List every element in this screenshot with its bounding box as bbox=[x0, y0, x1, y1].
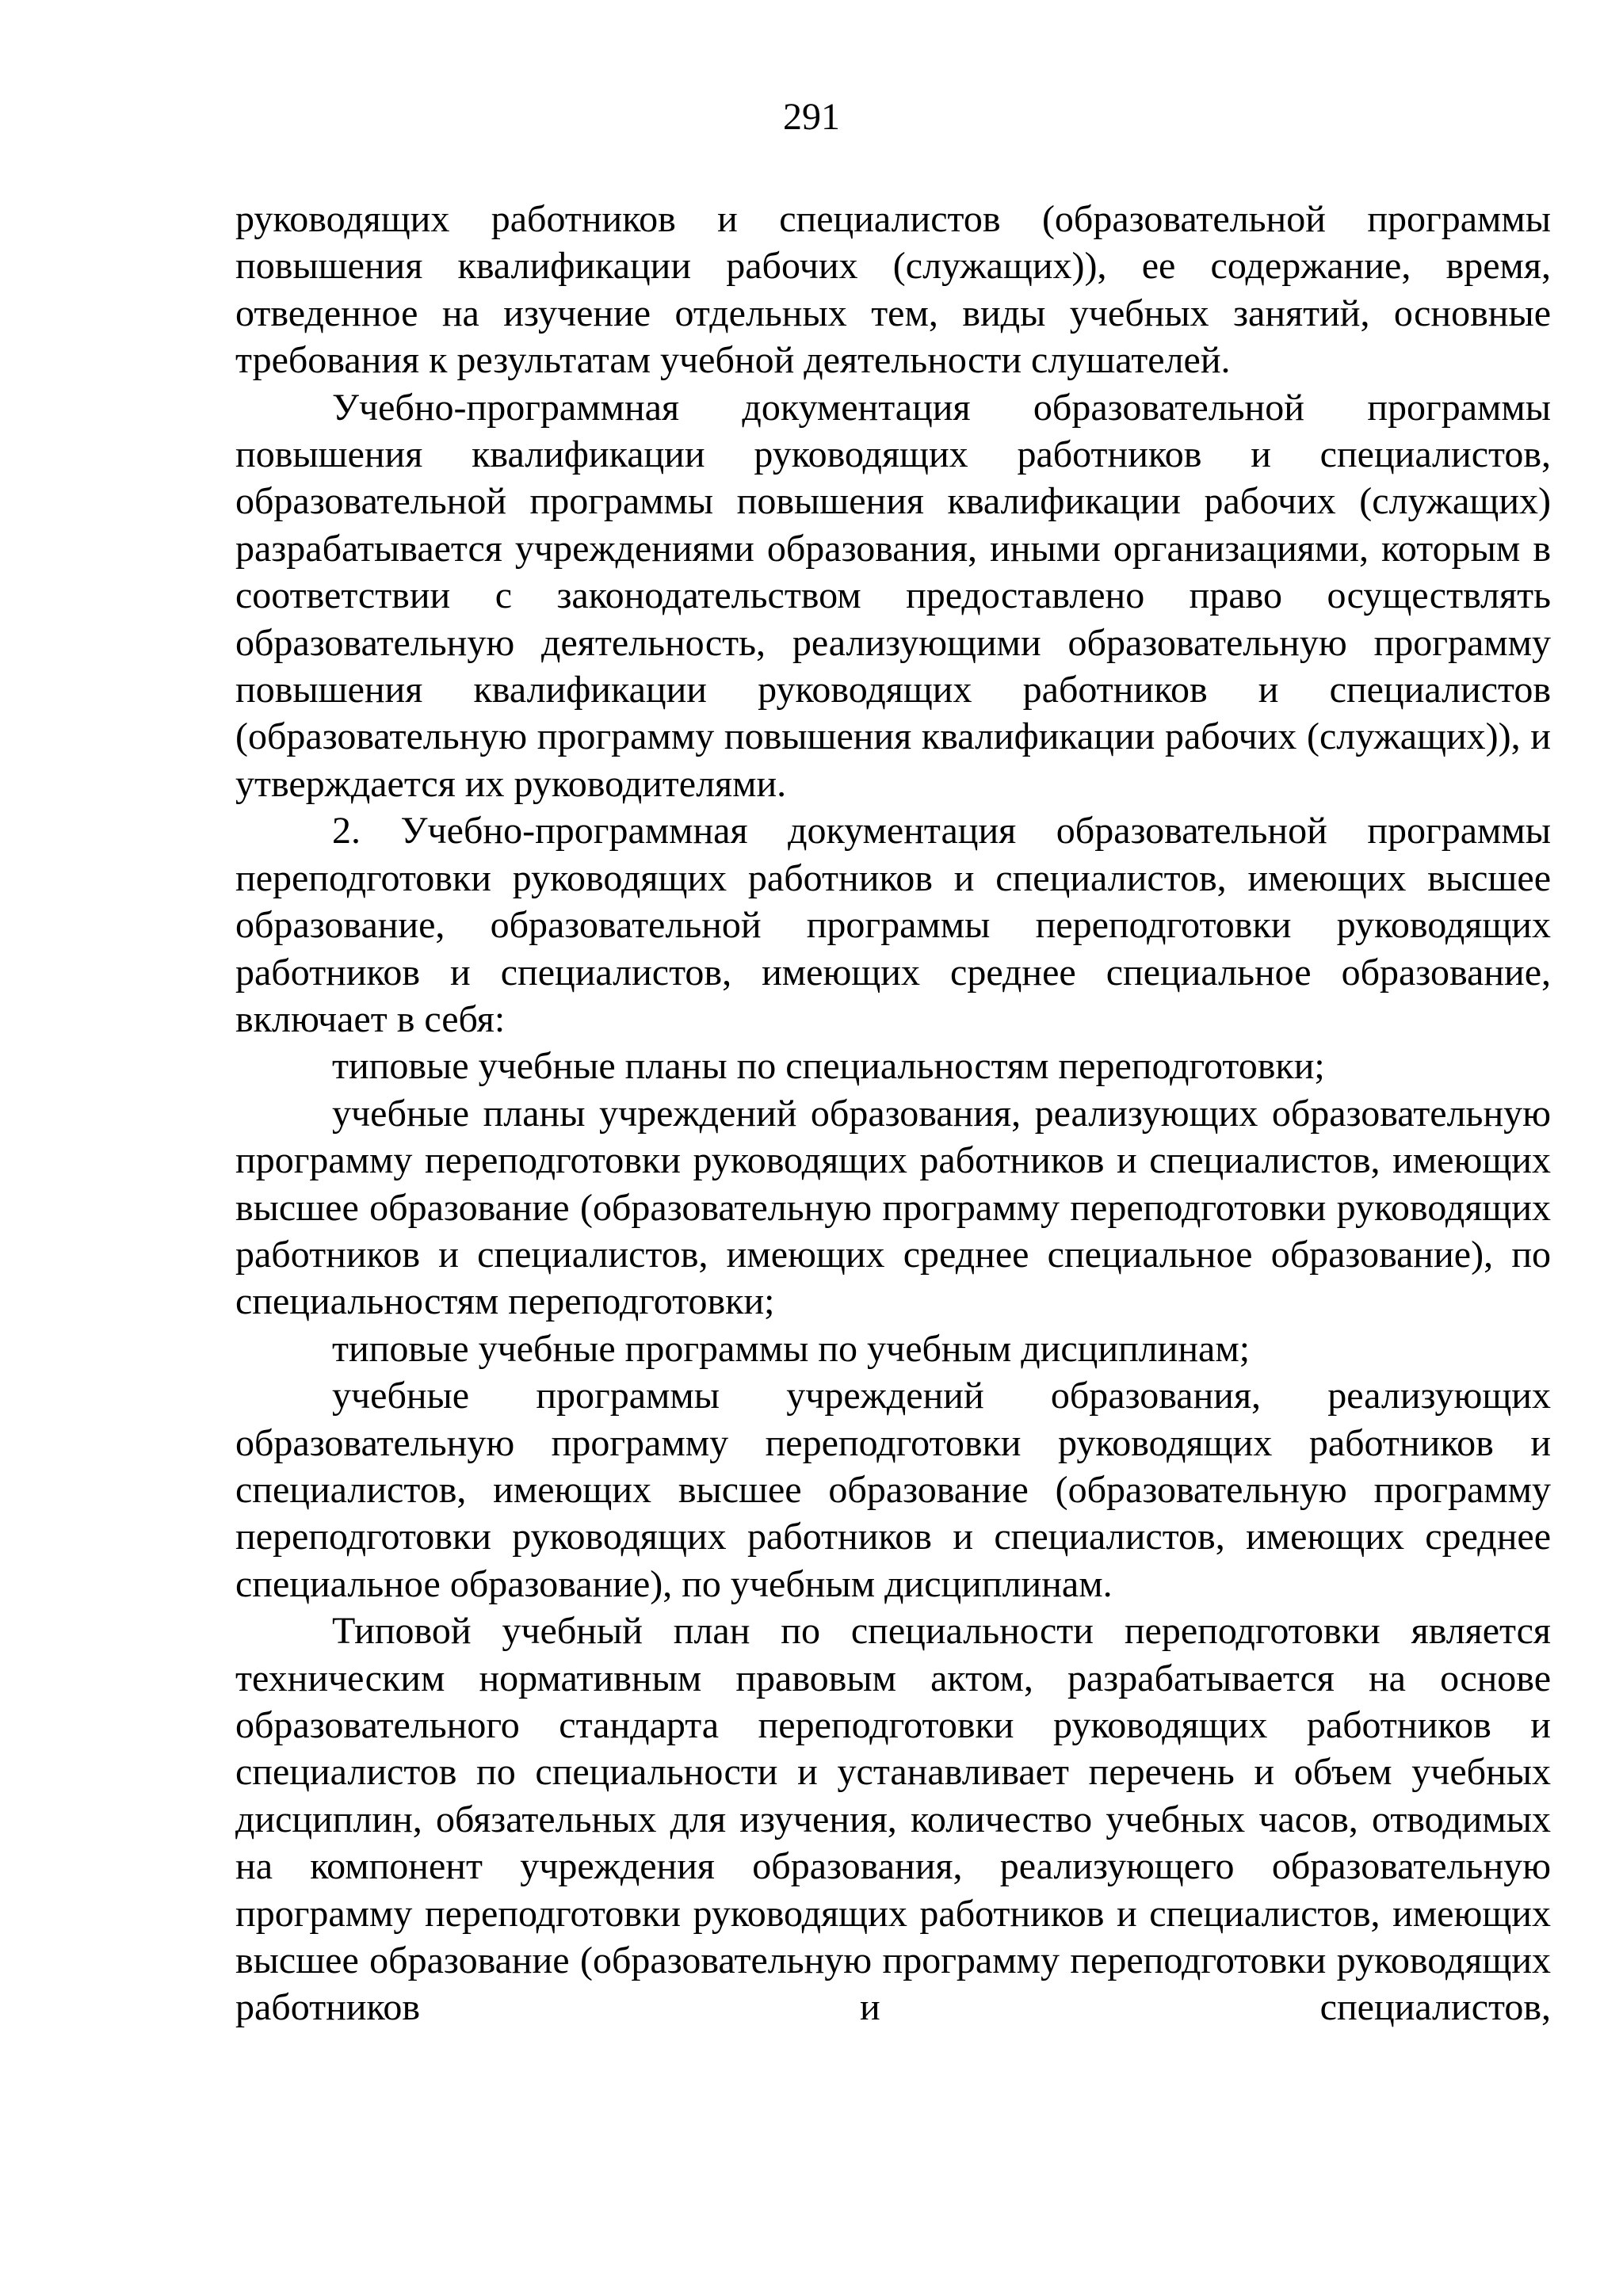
list-item-typical-programs: типовые учебные программы по учебным дисциплинам; bbox=[332, 1327, 1251, 1370]
paragraph-retraining-documentation: 2. Учебно-программная документация образовательной программы переподготовки руководящих работников и специалистов, имеющих высшее образование, образовательной программы переподготовки руководящих работников и специалистов, имеющих среднее специальное образование, включает в себя: bbox=[235, 810, 1551, 1040]
paragraph-typical-curriculum: Типовой учебный план по специальности переподготовки является техническим нормативным правовым актом, разрабатывается на основе образовательного стандарта переподготовки руководящих работников и специалистов по специальности и устанавливает перечень и объем учебных дисциплин, обязательных для изучения, количество учебных часов, отводимых на компонент учреждения образования, реализующего образовательную программу переподготовки руководящих работников и специалистов, имеющих высшее образование (образовательную программу переподготовки руководящих работников и специалистов, bbox=[235, 1610, 1551, 2029]
paragraph-continuation: руководящих работников и специалистов (образовательной программы повышения квалификации рабочих (служащих)), ее содержание, время, отведенное на изучение отдельных тем, виды учебных занятий, основные требования к результатам учебной деятельности слушателей. bbox=[235, 198, 1551, 382]
list-item-institution-programs: учебные программы учреждений образования, реализующих образовательную программу переподготовки руководящих работников и специалистов, имеющих высшее образование (образовательную программу переподготовки руководящих работников и специалистов, имеющих среднее специальное образование), по учебным дисциплинам. bbox=[235, 1375, 1551, 1605]
list-item-typical-curricula: типовые учебные планы по специальностям переподготовки; bbox=[332, 1045, 1325, 1088]
paragraph-advanced-training-documentation: Учебно-программная документация образовательной программы повышения квалификации руководящих работников и специалистов, образовательной программы повышения квалификации рабочих (служащих) разрабатывается учреждениями образования, иными организациями, которым в соответствии с законодательством предоставлено право осуществлять образовательную деятельность, реализующими образовательную программу повышения квалификации руководящих работников и специалистов (образовательную программу повышения квалификации рабочих (служащих)), и утверждается их руководителями. bbox=[235, 386, 1551, 805]
page-number: 291 bbox=[783, 96, 840, 138]
document-body bbox=[235, 196, 1551, 2031]
list-item-institution-curricula: учебные планы учреждений образования, реализующих образовательную программу переподготовки руководящих работников и специалистов, имеющих высшее образование (образовательную программу переподготовки руководящих работников и специалистов, имеющих среднее специальное образование), по специальностям переподготовки; bbox=[235, 1092, 1551, 1323]
